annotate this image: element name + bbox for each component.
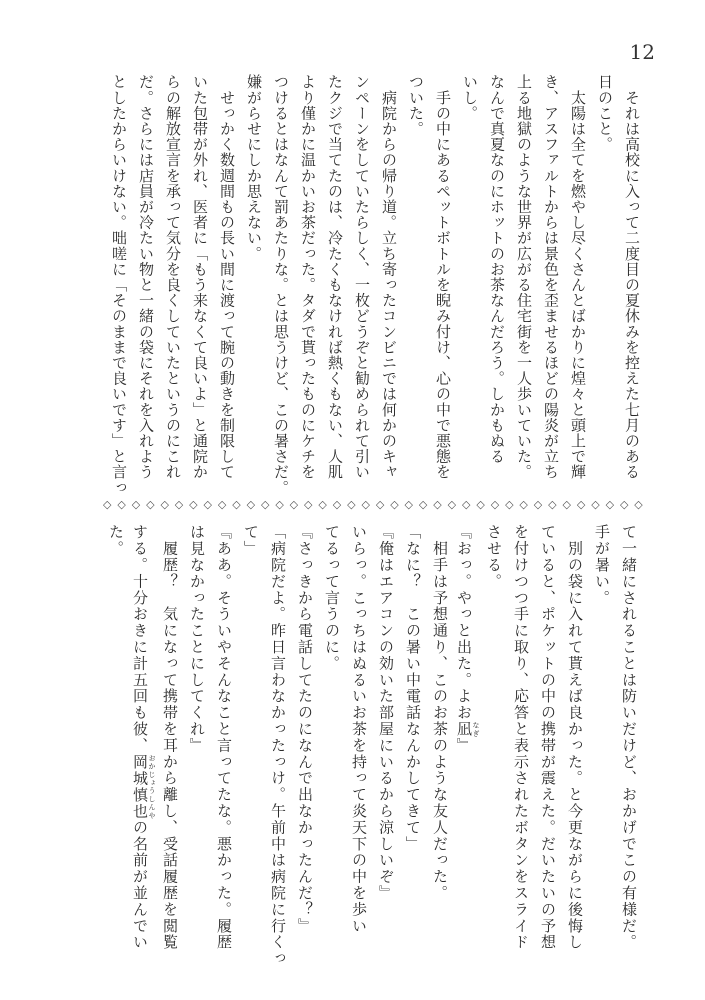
diamond-glyph: ◇ bbox=[490, 498, 500, 511]
text-column: 履歴？ 気になって携帯を耳から離し、受話履歴を閲覧 bbox=[161, 524, 179, 951]
diamond-glyph: ◇ bbox=[404, 498, 414, 511]
diamond-glyph: ◇ bbox=[533, 498, 543, 511]
text-column: だ。さらには店員が冷たい物と一緒の袋にそれを入れよう bbox=[137, 74, 155, 480]
diamond-glyph: ◇ bbox=[203, 498, 212, 511]
diamond-glyph: ◇ bbox=[232, 498, 241, 511]
text-column: 相手は予想通り、このお茶のような友人だった。 bbox=[431, 524, 449, 902]
text-column: 太陽は全てを燃やし尽くさんとばかりに煌々と頭上で輝 bbox=[569, 74, 587, 480]
diamond-glyph: ◇ bbox=[189, 498, 198, 511]
text-column: 病院からの帰り道。立ち寄ったコンビニでは何かのキャ bbox=[380, 74, 398, 480]
diamond-glyph: ◇ bbox=[160, 498, 169, 511]
ruby-base: 岡城慎也 bbox=[131, 753, 149, 820]
text-column: ついた。 bbox=[407, 74, 425, 137]
diamond-glyph: ◇ bbox=[361, 498, 370, 511]
diamond-glyph: ◇ bbox=[275, 498, 284, 511]
diamond-glyph: ◇ bbox=[304, 498, 313, 511]
diamond-glyph: ◇ bbox=[605, 498, 615, 511]
text-column: てるって言うのに。 bbox=[323, 524, 341, 672]
ruby-annotation bbox=[131, 753, 156, 820]
text-column: せっかく数週間もの長い間に渡って腕の動きを制限して bbox=[218, 74, 236, 480]
text-column bbox=[129, 524, 156, 950]
diamond-glyph: ◇ bbox=[447, 498, 457, 511]
text-column: て一緒にされることは防いだけど、おかげでこの有様だ。 bbox=[620, 524, 638, 951]
ruby-annotation bbox=[455, 720, 480, 738]
text-column: させる。 bbox=[485, 524, 503, 590]
diamond-glyph: ◇ bbox=[576, 498, 586, 511]
text-column: ていると、ポケットの中の携帯が震えた。だいたいの予想 bbox=[539, 524, 557, 951]
diamond-glyph: ◇ bbox=[619, 498, 629, 511]
diamond-glyph: ◇ bbox=[332, 498, 342, 511]
text-column: 別の袋に入れて貰えば良かった。と今更ながらに後悔し bbox=[566, 524, 584, 951]
text-column: たクジで当てたのは、冷たくもなければ熱くもない、人肌 bbox=[326, 74, 344, 480]
ruby-reading: おかじょうしんや bbox=[148, 753, 156, 820]
text-segment: する。十分おきに計五回も彼、 bbox=[131, 524, 149, 754]
text-column: て」 bbox=[242, 524, 260, 557]
ruby-base: 凪 bbox=[455, 720, 473, 738]
diamond-glyph: ◇ bbox=[505, 498, 514, 511]
diamond-glyph: ◇ bbox=[103, 498, 112, 511]
diamond-glyph: ◇ bbox=[548, 498, 557, 511]
diamond-glyph: ◇ bbox=[131, 498, 141, 511]
text-column: ンペーンをしていたらしく、一枚どうぞと勧められて引い bbox=[353, 74, 371, 480]
text-column: は見なかったことにしてくれ』 bbox=[188, 524, 206, 754]
diamond-glyph: ◇ bbox=[476, 498, 485, 511]
diamond-glyph: ◇ bbox=[347, 498, 356, 511]
diamond-glyph: ◇ bbox=[519, 498, 528, 511]
text-column: それは高校に入って二度目の夏休みを控えた七月のある bbox=[623, 74, 641, 480]
diamond-glyph: ◇ bbox=[174, 498, 184, 511]
text-column: としたからいけない。咄嗟に「そのままで良いです」と言っ bbox=[110, 74, 128, 496]
diamond-glyph: ◇ bbox=[433, 498, 442, 511]
diamond-glyph: ◇ bbox=[418, 498, 428, 511]
diamond-glyph: ◇ bbox=[375, 498, 385, 511]
diamond-glyph: ◇ bbox=[217, 498, 227, 511]
text-column: 上る地獄のような世界が広がる住宅街を一人歩いていた。 bbox=[515, 74, 533, 480]
diamond-glyph: ◇ bbox=[634, 498, 643, 511]
diamond-glyph: ◇ bbox=[562, 498, 571, 511]
text-column: を付けつつ手に取り、応答と表示されたボタンをスライド bbox=[512, 524, 530, 951]
text-column: 『ああ。そういやそんなこと言ってたな。悪かった。履歴 bbox=[215, 524, 233, 951]
diamond-glyph: ◇ bbox=[146, 498, 155, 511]
text-column: 『俺はエアコンの効いた部屋にいるから涼しいぞ』 bbox=[377, 524, 395, 902]
diamond-glyph: ◇ bbox=[461, 498, 471, 511]
diamond-glyph: ◇ bbox=[117, 498, 126, 511]
text-column: 「なに？ この暑い中電話なんかしてきて」 bbox=[404, 524, 422, 852]
text-column bbox=[453, 524, 480, 754]
text-column: 「病院だよ。昨日言わなかったっけ。午前中は病院に行くっ bbox=[269, 524, 287, 967]
text-column: き、アスファルトからは景色を歪ませるほどの陽炎が立ち bbox=[542, 74, 560, 480]
text-column: 手の中にあるペットボトルを睨み付け、心の中で悪態を bbox=[434, 74, 452, 480]
text-column: 手が暑い。 bbox=[593, 524, 611, 606]
text-column: なんで真夏なのにホットのお茶なんだろう。しかもぬる bbox=[488, 74, 506, 464]
text-column: つけるとはなんて罰あたりな。とは思うけど、この暑さだ。 bbox=[272, 74, 290, 496]
text-column: らの解放宣言を承って気分を良くしていたというのにこれ bbox=[164, 74, 182, 480]
text-column: 日のこと。 bbox=[596, 74, 614, 152]
text-segment: 』 bbox=[455, 737, 473, 754]
diamond-glyph: ◇ bbox=[289, 498, 299, 511]
text-segment: の名前が並んでい bbox=[131, 819, 149, 951]
text-column: 『さっきから電話してたのになんで出なかったんだ？』 bbox=[296, 524, 314, 934]
text-column: た。 bbox=[107, 524, 125, 557]
text-segment: 『おっ。やっと出た。よお bbox=[455, 524, 473, 721]
page-number: 12 bbox=[629, 40, 655, 64]
diamond-glyph: ◇ bbox=[260, 498, 270, 511]
text-column: より僅かに温かいお茶だった。タダで貰ったものにケチを bbox=[299, 74, 317, 480]
text-column: 嫌がらせにしか思えない。 bbox=[245, 74, 263, 262]
diamond-section-divider bbox=[103, 497, 643, 513]
diamond-glyph: ◇ bbox=[318, 498, 327, 511]
text-column: いし。 bbox=[461, 74, 479, 121]
diamond-glyph: ◇ bbox=[390, 498, 399, 511]
diamond-glyph: ◇ bbox=[591, 498, 600, 511]
diamond-glyph: ◇ bbox=[246, 498, 256, 511]
ruby-reading: なぎ bbox=[472, 720, 480, 738]
text-column: いらっ。こっちはぬるいお茶を持って炎天下の中を歩い bbox=[350, 524, 368, 934]
text-column: いた包帯が外れ、医者に「もう来なくて良いよ」と通院か bbox=[191, 74, 209, 480]
